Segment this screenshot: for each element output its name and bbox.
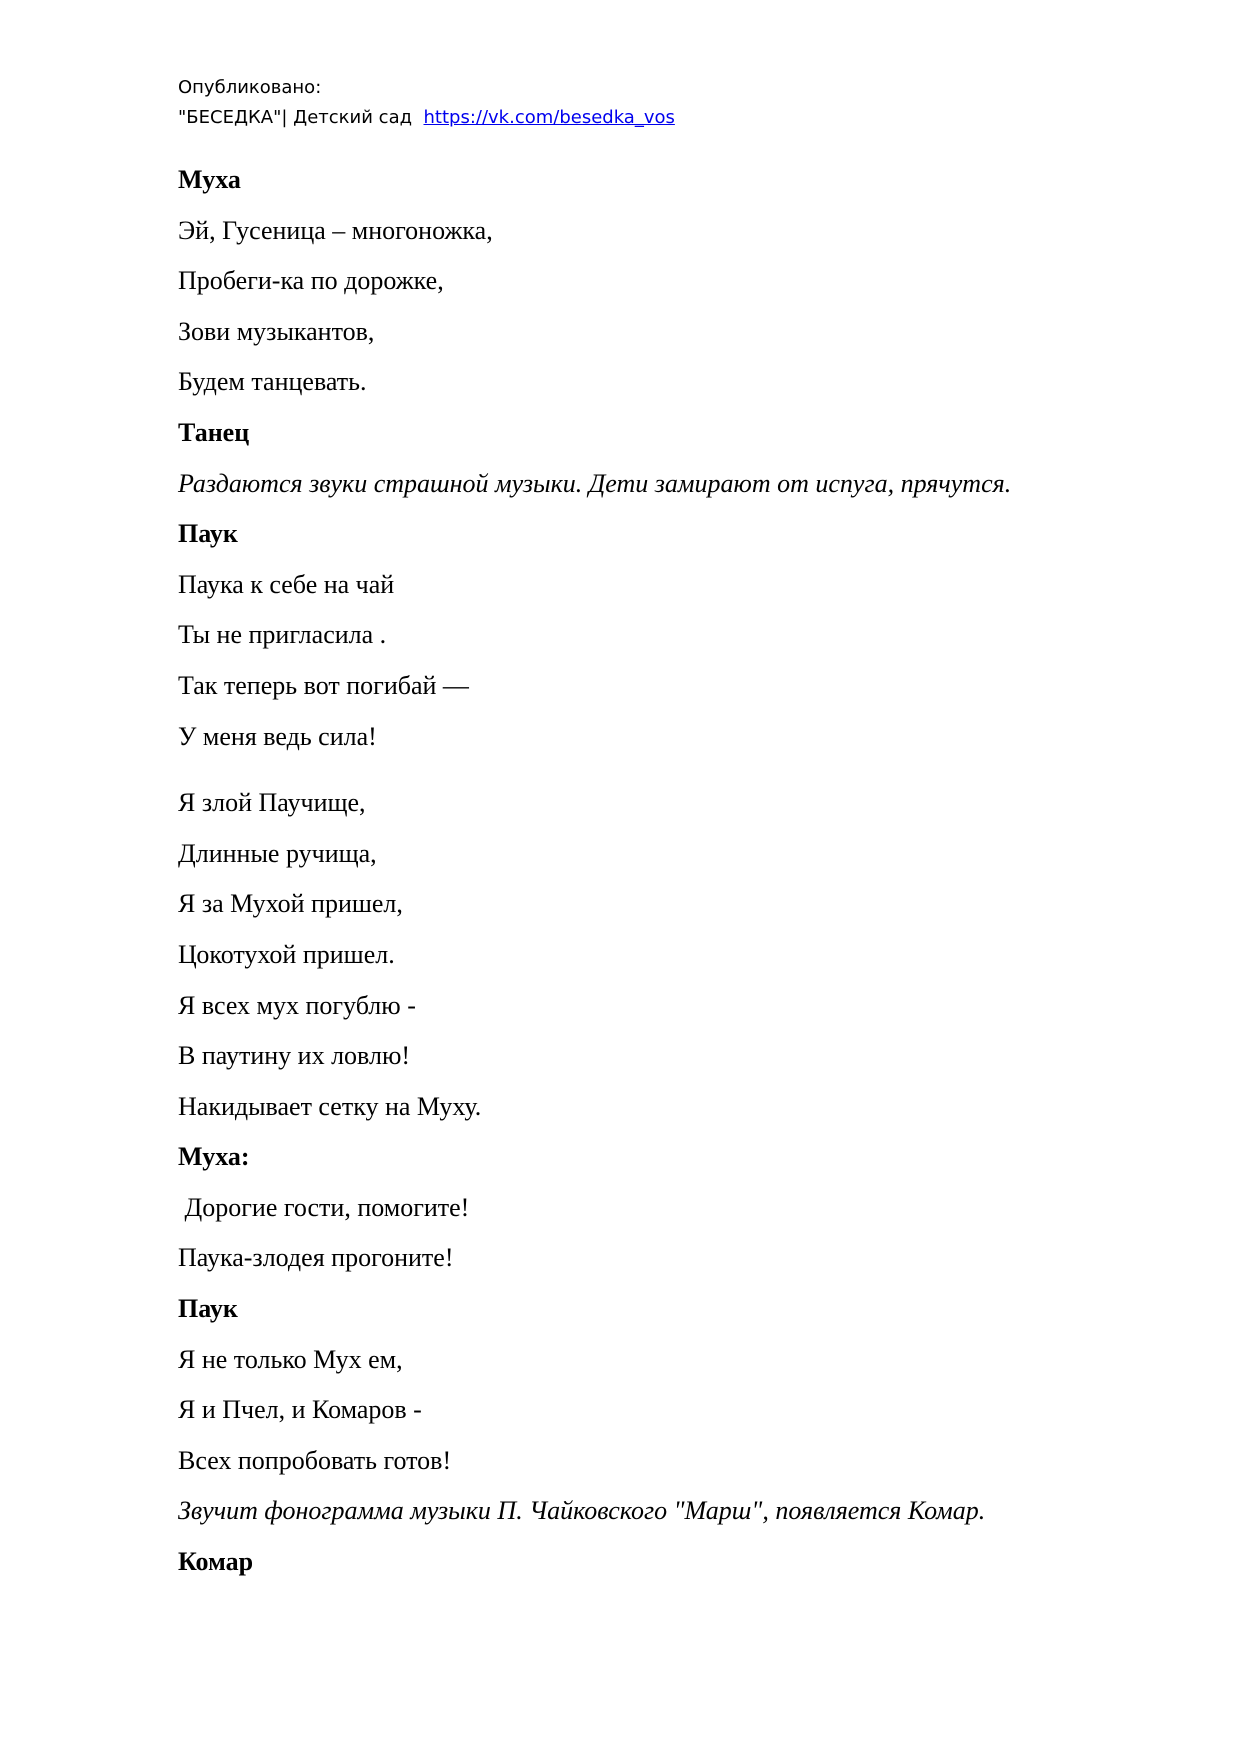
source-link[interactable]: https://vk.com/besedka_vos xyxy=(423,107,675,128)
verse-line: В паутину их ловлю! xyxy=(178,1041,411,1071)
verse-line: Дорогие гости, помогите! xyxy=(178,1192,470,1222)
publication-header xyxy=(178,73,675,133)
verse-line: Зови музыкантов, xyxy=(178,316,375,346)
verse-line: Я злой Паучище, xyxy=(178,788,366,818)
character-name: Муха: xyxy=(178,1142,250,1172)
source-line xyxy=(178,103,675,133)
character-name: Паук xyxy=(178,1294,238,1324)
verse-line: Я за Мухой пришел, xyxy=(178,889,403,919)
verse-line: Длинные ручища, xyxy=(178,838,377,868)
character-name: Паук xyxy=(178,519,238,549)
verse-line: Ты не пригласила . xyxy=(178,620,387,650)
verse-line: Я и Пчел, и Комаров - xyxy=(178,1395,422,1425)
verse-line: Эй, Гусеница – многоножка, xyxy=(178,215,493,245)
verse-line: Так теперь вот погибай — xyxy=(178,670,469,700)
stage-direction: Раздаются звуки страшной музыки. Дети замирают от испуга, прячутся. xyxy=(178,468,1012,498)
stanza-gap xyxy=(178,762,1178,778)
source-name: "БЕСЕДКА"| Детский сад xyxy=(178,107,413,128)
verse-line: Цокотухой пришел. xyxy=(178,939,395,969)
verse-line: Накидывает сетку на Муху. xyxy=(178,1091,482,1121)
published-label: Опубликовано: xyxy=(178,77,322,98)
verse-line: Пробеги-ка по дорожке, xyxy=(178,266,444,296)
character-name: Муха xyxy=(178,165,241,194)
verse-line: Всех попробовать готов! xyxy=(178,1445,452,1475)
script-text xyxy=(178,155,1178,1588)
verse-line: У меня ведь сила! xyxy=(178,721,377,751)
verse-line: Я не только Мух ем, xyxy=(178,1344,403,1374)
character-name: Танец xyxy=(178,417,250,447)
character-name: Комар xyxy=(178,1547,254,1577)
verse-line: Будем танцевать. xyxy=(178,367,367,397)
verse-line: Паука-злодея прогоните! xyxy=(178,1243,454,1273)
verse-line: Я всех мух погублю - xyxy=(178,990,416,1020)
verse-line: Паука к себе на чай xyxy=(178,569,395,599)
stage-direction: Звучит фонограмма музыки П. Чайковского "Марш", появляется Комар. xyxy=(178,1496,986,1526)
